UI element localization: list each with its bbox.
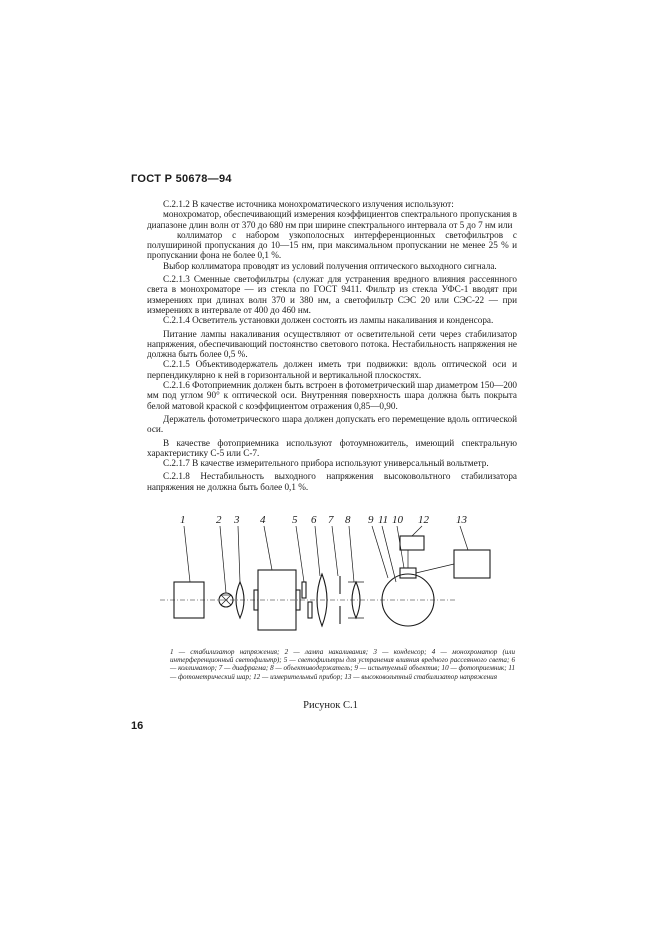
optical-setup-diagram [160, 512, 520, 647]
figure-label: 7 [328, 514, 334, 526]
figure-label: 1 [180, 514, 186, 526]
figure-label: 2 [216, 514, 222, 526]
paragraph: В качестве фотоприемника используют фотоумножитель, имеющий спектральную характеристику С-5 или С-7. [147, 437, 517, 458]
figure-label: 11 [378, 514, 389, 526]
figure-label: 10 [392, 514, 403, 526]
figure-label: 12 [418, 514, 429, 526]
paragraph: Держатель фотометрического шара должен допускать его перемещение вдоль оптической оси. [147, 413, 517, 435]
photoreceiver [400, 568, 416, 578]
figure-label: 3 [234, 514, 240, 526]
figure-label: 13 [456, 514, 467, 526]
figure-caption: Рисунок С.1 [303, 700, 358, 711]
paragraph: С.2.1.8 Нестабильность выходного напряжения высоковольтного стабилизатора напряжения не должна быть более 0,1 %. [147, 471, 517, 492]
figure-label: 5 [292, 514, 298, 526]
leader-lines [184, 526, 468, 593]
paragraph: монохроматор, обеспечивающий измерения коэффициентов спектрального пропускания в диапазоне длин волн от 370 до 680 нм при ширине спектрального интервала от 5 до 7 нм или [147, 209, 517, 230]
page-number: 16 [131, 720, 144, 732]
hv-stabilizer-box [454, 550, 490, 578]
figure-label: 4 [260, 514, 266, 526]
paragraph: С.2.1.5 Объективодержатель должен иметь три подвижки: вдоль оптической оси и перпендикулярно к ней в горизонтальной и вертикальной плоскостях. [147, 359, 517, 380]
figure-label: 9 [368, 514, 374, 526]
paragraph: Выбор коллиматора проводят из условий получения оптического выходного сигнала. [163, 260, 497, 271]
body-text [147, 199, 517, 492]
figure-label: 8 [345, 514, 351, 526]
paragraph: С.2.1.2 В качестве источника монохроматического излучения используют: [163, 199, 454, 209]
paragraph: коллиматор с набором узкополосных интерференционных светофильтров с полушириной пропускания до 10—15 нм, при максимальном пропускании не менее 25 % и пропускании фона не более 0,1 %. [147, 229, 517, 261]
paragraph: С.2.1.3 Сменные светофильтры (служат для устранения вредного влияния рассеянного света в монохроматоре — из стекла по ГОСТ 9411. Фильтр из стекла УФС-1 вводят при измерениях при длинах волн 370 и 380 нм, а светофильтр СЭС 20 или СЭС-22 — при измерениях в интервале от 400 до 460 нм. [147, 274, 517, 315]
paragraph: С.2.1.7 В качестве измерительного прибора используют универсальный вольтметр. [163, 458, 489, 469]
paragraph: Питание лампы накаливания осуществляют от осветительной сети через стабилизатор напряжения, обеспечивающий постоянство светового потока. Нестабильность напряжения не должна быть более 0,5 %. [147, 328, 517, 360]
paragraph: С.2.1.4 Осветитель установки должен состоять из лампы накаливания и конденсора. [163, 315, 494, 326]
document-header: ГОСТ Р 50678—94 [131, 173, 232, 185]
figure-legend: 1 — стабилизатор напряжения; 2 — лампа накаливания; 3 — конденсор; 4 — монохроматор (или интерференционный светофильтр); 5 — светофильтры для устранения влияния вредного рассеянного света; 6 — коллиматор; 7 — диафрагма; 8 — объективодержатель; 9 — испытуемый объектив; 10 — фотоприемник; 11 — фотометрический шар; 12 — измерительный прибор; 13 — высоковольтный стабилизатор напряжения [170, 648, 515, 681]
paragraph: С.2.1.6 Фотоприемник должен быть встроен в фотометрический шар диаметром 150—200 мм под углом 90° к оптической оси. Внутренняя поверхность шара должна быть покрыта белой матовой краской с коэффициентом отражения 0,85—0,90. [147, 380, 518, 411]
measuring-instrument [400, 536, 424, 550]
figure-label: 6 [311, 514, 317, 526]
stabilizer-box [174, 582, 204, 618]
